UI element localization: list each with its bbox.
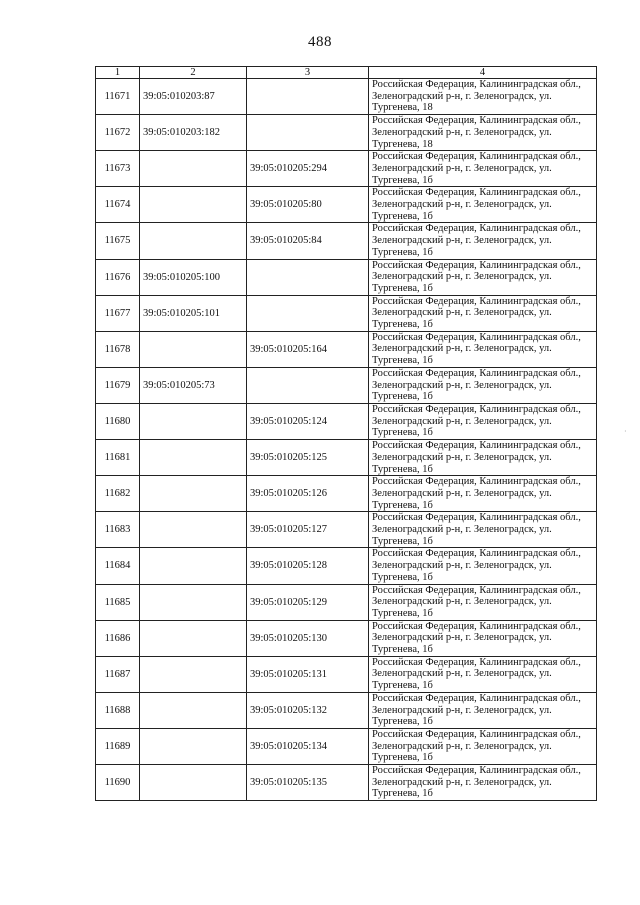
- table-row: [96, 331, 597, 367]
- cell-address: Российская Федерация, Калининградская обл., Зеленоградский р-н, г. Зеленоградск, ул. Тургенева, 1б: [369, 512, 597, 548]
- cell-cadastral-2: 39:05:010203:182: [140, 115, 247, 151]
- cell-number: 11680: [96, 403, 140, 439]
- cell-cadastral-3: 39:05:010205:124: [247, 403, 369, 439]
- cell-address: Российская Федерация, Калининградская обл., Зеленоградский р-н, г. Зеленоградск, ул. Тургенева, 1б: [369, 223, 597, 259]
- table-row: [96, 223, 597, 259]
- cell-cadastral-3: 39:05:010205:131: [247, 656, 369, 692]
- cell-address: Российская Федерация, Калининградская обл., Зеленоградский р-н, г. Зеленоградск, ул. Тургенева, 1б: [369, 692, 597, 728]
- table-row: [96, 476, 597, 512]
- cell-cadastral-3: [247, 115, 369, 151]
- page-number: 488: [308, 34, 332, 50]
- cell-cadastral-3: 39:05:010205:80: [247, 187, 369, 223]
- cell-number: 11678: [96, 331, 140, 367]
- cell-number: 11682: [96, 476, 140, 512]
- cell-number: 11679: [96, 367, 140, 403]
- table-row: [96, 403, 597, 439]
- table-row: [96, 728, 597, 764]
- cell-cadastral-2: 39:05:010205:73: [140, 367, 247, 403]
- table-row: [96, 620, 597, 656]
- cell-address: Российская Федерация, Калининградская обл., Зеленоградский р-н, г. Зеленоградск, ул. Тургенева, 1б: [369, 584, 597, 620]
- table-row: [96, 656, 597, 692]
- cell-number: 11690: [96, 765, 140, 801]
- cell-cadastral-2: [140, 620, 247, 656]
- cell-address: Российская Федерация, Калининградская обл., Зеленоградский р-н, г. Зеленоградск, ул. Тургенева, 1б: [369, 476, 597, 512]
- cell-cadastral-2: [140, 187, 247, 223]
- cell-cadastral-2: [140, 331, 247, 367]
- cell-address: Российская Федерация, Калининградская обл., Зеленоградский р-н, г. Зеленоградск, ул. Тургенева, 1б: [369, 403, 597, 439]
- column-header-1: 1: [96, 67, 140, 79]
- cell-number: 11686: [96, 620, 140, 656]
- cell-address: Российская Федерация, Калининградская обл., Зеленоградский р-н, г. Зеленоградск, ул. Тургенева, 1б: [369, 295, 597, 331]
- cell-number: 11685: [96, 584, 140, 620]
- cell-cadastral-3: 39:05:010205:132: [247, 692, 369, 728]
- cell-cadastral-2: [140, 476, 247, 512]
- cell-address: Российская Федерация, Калининградская обл., Зеленоградский р-н, г. Зеленоградск, ул. Тургенева, 1б: [369, 765, 597, 801]
- column-header-4: 4: [369, 67, 597, 79]
- cell-cadastral-2: [140, 692, 247, 728]
- table-row: [96, 692, 597, 728]
- cell-number: 11677: [96, 295, 140, 331]
- table-row: [96, 151, 597, 187]
- cell-address: Российская Федерация, Калининградская обл., Зеленоградский р-н, г. Зеленоградск, ул. Тургенева, 1б: [369, 440, 597, 476]
- cell-cadastral-3: 39:05:010205:127: [247, 512, 369, 548]
- cell-cadastral-3: 39:05:010205:135: [247, 765, 369, 801]
- cell-number: 11671: [96, 79, 140, 115]
- cell-cadastral-3: 39:05:010205:129: [247, 584, 369, 620]
- table-header-row: [96, 67, 597, 79]
- cell-cadastral-2: 39:05:010205:100: [140, 259, 247, 295]
- table-row: [96, 295, 597, 331]
- cell-number: 11689: [96, 728, 140, 764]
- cell-number: 11673: [96, 151, 140, 187]
- column-header-3: 3: [247, 67, 369, 79]
- cell-cadastral-2: [140, 728, 247, 764]
- cell-cadastral-3: 39:05:010205:84: [247, 223, 369, 259]
- cell-number: 11687: [96, 656, 140, 692]
- cell-number: 11683: [96, 512, 140, 548]
- cell-cadastral-3: 39:05:010205:125: [247, 440, 369, 476]
- table-row: [96, 187, 597, 223]
- cell-cadastral-2: [140, 151, 247, 187]
- registry-table: [95, 66, 597, 801]
- table-row: [96, 765, 597, 801]
- cell-number: 11672: [96, 115, 140, 151]
- cell-cadastral-3: [247, 367, 369, 403]
- cell-address: Российская Федерация, Калининградская обл., Зеленоградский р-н, г. Зеленоградск, ул. Тургенева, 18: [369, 79, 597, 115]
- cell-cadastral-3: 39:05:010205:134: [247, 728, 369, 764]
- table-row: [96, 259, 597, 295]
- cell-address: Российская Федерация, Калининградская обл., Зеленоградский р-н, г. Зеленоградск, ул. Тургенева, 1б: [369, 187, 597, 223]
- cell-cadastral-3: [247, 79, 369, 115]
- cell-cadastral-3: [247, 259, 369, 295]
- cell-cadastral-2: [140, 548, 247, 584]
- cell-cadastral-2: [140, 440, 247, 476]
- cell-cadastral-3: 39:05:010205:164: [247, 331, 369, 367]
- cell-address: Российская Федерация, Калининградская обл., Зеленоградский р-н, г. Зеленоградск, ул. Тургенева, 1б: [369, 367, 597, 403]
- cell-cadastral-2: [140, 584, 247, 620]
- cell-cadastral-3: 39:05:010205:130: [247, 620, 369, 656]
- cell-address: Российская Федерация, Калининградская обл., Зеленоградский р-н, г. Зеленоградск, ул. Тургенева, 18: [369, 115, 597, 151]
- cell-number: 11688: [96, 692, 140, 728]
- cell-address: Российская Федерация, Калининградская обл., Зеленоградский р-н, г. Зеленоградск, ул. Тургенева, 1б: [369, 548, 597, 584]
- cell-address: Российская Федерация, Калининградская обл., Зеленоградский р-н, г. Зеленоградск, ул. Тургенева, 1б: [369, 151, 597, 187]
- table-row: [96, 512, 597, 548]
- cell-cadastral-2: [140, 223, 247, 259]
- cell-cadastral-2: 39:05:010203:87: [140, 79, 247, 115]
- cell-number: 11675: [96, 223, 140, 259]
- cell-cadastral-2: [140, 656, 247, 692]
- cell-address: Российская Федерация, Калининградская обл., Зеленоградский р-н, г. Зеленоградск, ул. Тургенева, 1б: [369, 259, 597, 295]
- cell-number: 11681: [96, 440, 140, 476]
- cell-number: 11674: [96, 187, 140, 223]
- cell-cadastral-2: [140, 512, 247, 548]
- table-row: [96, 548, 597, 584]
- margin-mark: ·: [624, 427, 627, 436]
- cell-cadastral-3: 39:05:010205:126: [247, 476, 369, 512]
- table-row: [96, 115, 597, 151]
- cell-number: 11676: [96, 259, 140, 295]
- cell-number: 11684: [96, 548, 140, 584]
- table-row: [96, 584, 597, 620]
- table-row: [96, 367, 597, 403]
- cell-cadastral-2: [140, 403, 247, 439]
- cell-cadastral-3: [247, 295, 369, 331]
- table-body: [96, 79, 597, 801]
- cell-address: Российская Федерация, Калининградская обл., Зеленоградский р-н, г. Зеленоградск, ул. Тургенева, 1б: [369, 728, 597, 764]
- cell-cadastral-3: 39:05:010205:294: [247, 151, 369, 187]
- cell-cadastral-2: [140, 765, 247, 801]
- cell-address: Российская Федерация, Калининградская обл., Зеленоградский р-н, г. Зеленоградск, ул. Тургенева, 1б: [369, 331, 597, 367]
- cell-cadastral-2: 39:05:010205:101: [140, 295, 247, 331]
- table-row: [96, 79, 597, 115]
- table-row: [96, 440, 597, 476]
- cell-address: Российская Федерация, Калининградская обл., Зеленоградский р-н, г. Зеленоградск, ул. Тургенева, 1б: [369, 620, 597, 656]
- cell-cadastral-3: 39:05:010205:128: [247, 548, 369, 584]
- column-header-2: 2: [140, 67, 247, 79]
- cell-address: Российская Федерация, Калининградская обл., Зеленоградский р-н, г. Зеленоградск, ул. Тургенева, 1б: [369, 656, 597, 692]
